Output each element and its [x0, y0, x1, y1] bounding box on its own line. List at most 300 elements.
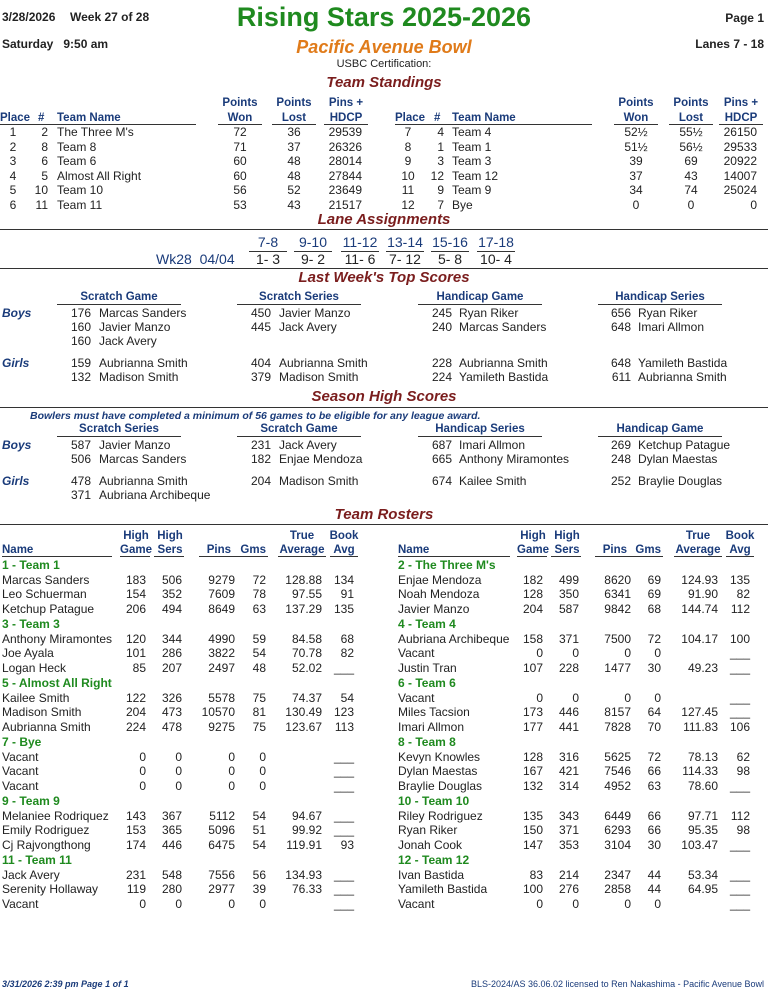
roster-high-series: 207: [161, 660, 182, 675]
roster-games: 54: [252, 837, 266, 852]
roster-high-game: 0: [536, 646, 543, 660]
header-underline: [595, 556, 663, 557]
roster-book-average: ___: [333, 823, 354, 837]
roster-high-game: 120: [125, 631, 146, 646]
standing-lost: 48: [287, 168, 301, 183]
roster-book-average: 123: [333, 705, 354, 719]
lane-pair: 9-10: [298, 234, 328, 250]
standing-lost: 0: [687, 197, 695, 212]
lane-matchup: 7- 12: [389, 251, 421, 267]
standing-number: 1: [437, 139, 444, 154]
standing-lost: 52: [287, 183, 301, 197]
standing-number: 10: [34, 183, 48, 197]
score-value: 245: [431, 306, 452, 320]
roster-pins: 5578: [208, 690, 235, 705]
roster-games: 48: [252, 660, 266, 675]
score-group-header: Handicap Game: [616, 423, 704, 435]
roster-book-average: ___: [333, 778, 354, 793]
divider: [0, 229, 768, 230]
roster-player-name: Kailee Smith: [2, 690, 70, 705]
roster-high-game: 167: [522, 764, 543, 778]
header-underline: [278, 556, 326, 557]
roster-book-average: 62: [736, 749, 750, 764]
standing-pins: 26326: [328, 139, 362, 154]
roster-true-average: 104.17: [681, 631, 718, 646]
standing-won: 0: [632, 197, 640, 212]
roster-pins: 7556: [208, 867, 235, 882]
col-high-series: Sers: [554, 544, 580, 556]
bowler-name: Aubrianna Smith: [99, 356, 188, 370]
lanes-label: Lanes 7 - 18: [695, 37, 764, 51]
roster-true-average: 130.49: [285, 705, 322, 719]
bowler-name: Aubrianna Smith: [99, 474, 188, 488]
roster-high-game: 224: [125, 719, 146, 734]
girls-label: Girls: [2, 474, 30, 488]
roster-games: 69: [647, 587, 661, 601]
roster-pins: 0: [624, 646, 631, 660]
standing-team: Team 9: [452, 183, 492, 197]
week-label: Week 27 of 28: [70, 10, 150, 24]
roster-pins: 5112: [209, 808, 235, 823]
bowler-name: Madison Smith: [279, 370, 359, 384]
roster-high-series: 314: [558, 778, 579, 793]
roster-pins: 7500: [604, 631, 631, 646]
standing-number: 6: [41, 154, 48, 168]
roster-book-average: ___: [729, 705, 750, 719]
roster-book-average: ___: [729, 778, 750, 793]
standing-place: 4: [9, 168, 17, 183]
roster-player-name: Braylie Douglas: [398, 778, 483, 793]
roster-games: 81: [252, 705, 266, 719]
roster-true-average: 78.60: [687, 778, 718, 793]
roster-high-series: 0: [175, 764, 182, 778]
col-high-game: Game: [120, 544, 152, 556]
standing-lost: 43: [684, 168, 698, 183]
group-underline: [598, 304, 722, 305]
roster-high-series: 371: [558, 631, 579, 646]
roster-games: 0: [259, 764, 266, 778]
bowler-name: Imari Allmon: [638, 320, 705, 334]
roster-games: 0: [654, 646, 661, 660]
standing-lost: 37: [287, 139, 301, 154]
roster-games: 39: [252, 882, 266, 896]
roster-pins: 6449: [604, 808, 631, 823]
roster-book-average: 93: [340, 837, 354, 852]
score-value: 160: [70, 320, 91, 334]
roster-high-series: 367: [161, 808, 182, 823]
roster-book-average: 100: [729, 631, 750, 646]
col-name: Name: [2, 544, 34, 556]
roster-player-name: Imari Allmon: [398, 719, 465, 734]
standing-lost: 55½: [679, 125, 703, 139]
bowler-name: Ketchup Patague: [638, 438, 731, 452]
roster-high-game: 107: [522, 660, 543, 675]
roster-player-name: Riley Rodriguez: [398, 808, 483, 823]
roster-pins: 2977: [208, 882, 235, 896]
divider: [0, 407, 768, 408]
header-underline: [120, 556, 150, 557]
standing-team: Team 1: [452, 139, 492, 154]
score-value: 204: [250, 474, 271, 488]
bowler-name: Javier Manzo: [99, 320, 171, 334]
score-value: 404: [250, 356, 271, 370]
roster-games: 63: [252, 601, 266, 616]
roster-high-series: 0: [175, 896, 182, 911]
lane-pair: 13-14: [387, 234, 423, 250]
col-points-won: Won: [623, 112, 649, 124]
col-points-lost: Lost: [678, 112, 704, 124]
roster-true-average: 49.23: [687, 660, 718, 675]
standing-team: Almost All Right: [57, 168, 142, 183]
header-underline: [551, 556, 581, 557]
standing-won: 60: [233, 154, 247, 168]
roster-book-average: 82: [340, 646, 354, 660]
header-underline: [517, 556, 547, 557]
score-value: 160: [70, 334, 91, 348]
roster-team-name: 2 - The Three M's: [398, 558, 496, 572]
roster-true-average: 97.71: [687, 808, 718, 823]
roster-player-name: Enjae Mendoza: [398, 572, 482, 587]
roster-pins: 7546: [604, 764, 631, 778]
col-number: #: [38, 112, 45, 124]
roster-high-series: 499: [558, 572, 579, 587]
roster-pins: 9279: [208, 572, 235, 587]
score-value: 269: [610, 438, 631, 452]
score-value: 248: [610, 452, 631, 466]
roster-high-game: 154: [125, 587, 146, 601]
roster-team-name: 1 - Team 1: [2, 558, 60, 572]
bowler-name: Enjae Mendoza: [279, 452, 363, 466]
bowler-name: Anthony Miramontes: [459, 452, 570, 466]
roster-true-average: 78.13: [687, 749, 718, 764]
footer-license: BLS-2024/AS 36.06.02 licensed to Ren Nakashima - Pacific Avenue Bowl: [470, 979, 764, 989]
roster-book-average: 98: [736, 764, 750, 778]
col-true-average: True: [289, 530, 315, 542]
group-underline: [418, 436, 542, 437]
roster-book-average: 113: [334, 719, 354, 734]
bowler-name: Kailee Smith: [459, 474, 527, 488]
roster-games: 0: [654, 896, 661, 911]
standing-pins: 29539: [328, 125, 362, 139]
roster-book-average: 135: [333, 601, 354, 616]
roster-true-average: 97.55: [291, 587, 322, 601]
roster-high-series: 0: [572, 646, 579, 660]
bowler-name: Aubrianna Smith: [279, 356, 368, 370]
roster-high-game: 206: [125, 601, 146, 616]
standing-number: 11: [35, 197, 48, 212]
roster-high-game: 128: [522, 749, 543, 764]
footer-printed: 3/31/2026 2:39 pm Page 1 of 1: [2, 979, 129, 989]
roster-pins: 8157: [604, 705, 631, 719]
roster-true-average: 127.45: [681, 705, 718, 719]
roster-player-name: Aubriana Archibeque: [398, 631, 510, 646]
roster-high-series: 441: [558, 719, 579, 734]
standing-pins: 0: [750, 197, 757, 212]
roster-player-name: Javier Manzo: [398, 601, 470, 616]
bowler-name: Imari Allmon: [459, 438, 526, 452]
standing-team: Team 8: [57, 139, 97, 154]
standing-lost: 36: [287, 125, 301, 139]
roster-high-series: 0: [572, 896, 579, 911]
standing-place: 10: [401, 168, 415, 183]
standing-won: 34: [629, 183, 643, 197]
score-value: 506: [70, 452, 91, 466]
standing-lost: 48: [287, 154, 301, 168]
roster-games: 56: [252, 867, 266, 882]
standing-lost: 74: [684, 183, 698, 197]
score-value: 478: [70, 474, 91, 488]
standing-place: 9: [404, 154, 412, 168]
col-true-average: Average: [675, 544, 721, 556]
roster-player-name: Vacant: [2, 778, 39, 793]
roster-games: 70: [647, 719, 661, 734]
roster-high-game: 128: [522, 587, 543, 601]
lane-pair: 15-16: [432, 234, 468, 250]
col-points-lost: Points: [276, 97, 312, 109]
roster-high-game: 204: [522, 601, 543, 616]
lane-matchup: 9- 2: [300, 251, 326, 267]
roster-team-name: 4 - Team 4: [398, 617, 456, 631]
col-place: Place: [0, 112, 31, 124]
roster-high-series: 548: [161, 867, 182, 882]
roster-high-game: 0: [139, 778, 146, 793]
bowler-name: Ryan Riker: [459, 306, 519, 320]
roster-games: 72: [252, 572, 266, 587]
roster-pins: 6293: [604, 823, 631, 837]
roster-games: 44: [647, 882, 661, 896]
roster-games: 30: [647, 837, 661, 852]
standing-pins: 27844: [328, 168, 362, 183]
bowling-center: Pacific Avenue Bowl: [296, 37, 472, 57]
group-underline: [418, 304, 542, 305]
roster-high-game: 147: [522, 837, 543, 852]
standing-team: Bye: [452, 197, 473, 212]
roster-book-average: ___: [333, 764, 354, 778]
roster-pins: 2347: [604, 867, 631, 882]
roster-high-game: 132: [522, 778, 543, 793]
bowler-name: Javier Manzo: [99, 438, 171, 452]
roster-high-series: 286: [161, 646, 182, 660]
roster-player-name: Vacant: [2, 764, 39, 778]
standing-number: 8: [41, 139, 48, 154]
standing-number: 7: [437, 197, 444, 212]
roster-book-average: ___: [729, 660, 750, 675]
bowler-name: Dylan Maestas: [638, 452, 718, 466]
roster-pins: 0: [228, 764, 235, 778]
standing-won: 37: [629, 168, 643, 183]
roster-player-name: Jonah Cook: [398, 837, 463, 852]
roster-games: 64: [647, 705, 661, 719]
roster-high-game: 182: [522, 572, 543, 587]
bowler-name: Marcas Sanders: [99, 452, 187, 466]
roster-high-game: 143: [125, 808, 146, 823]
divider: [0, 524, 768, 525]
roster-book-average: ___: [333, 808, 354, 823]
standing-place: 7: [404, 125, 412, 139]
roster-player-name: Vacant: [398, 646, 435, 660]
score-group-header: Handicap Game: [436, 291, 524, 303]
roster-book-average: 82: [736, 587, 750, 601]
standing-pins: 20922: [723, 154, 757, 168]
score-group-header: Scratch Game: [80, 291, 158, 303]
col-number: #: [434, 112, 441, 124]
header-underline: [726, 556, 754, 557]
score-value: 224: [431, 370, 452, 384]
roster-team-name: 6 - Team 6: [398, 676, 456, 690]
lane-matchup: 5- 8: [437, 251, 463, 267]
col-points-won: Points: [618, 97, 654, 109]
roster-book-average: ___: [333, 749, 354, 764]
roster-book-average: 112: [730, 808, 750, 823]
roster-high-game: 158: [522, 631, 543, 646]
standing-won: 72: [233, 125, 247, 139]
roster-pins: 4952: [604, 778, 631, 793]
lane-matchup: 11- 6: [344, 251, 376, 267]
roster-book-average: ___: [333, 882, 354, 896]
roster-high-game: 150: [522, 823, 543, 837]
roster-high-game: 0: [536, 896, 543, 911]
roster-high-game: 183: [125, 572, 146, 587]
score-group-header: Handicap Series: [435, 423, 525, 435]
bowler-name: Madison Smith: [279, 474, 359, 488]
standing-number: 4: [437, 125, 444, 139]
roster-book-average: 135: [729, 572, 750, 587]
col-book-average: Avg: [729, 544, 751, 556]
roster-high-series: 0: [175, 749, 182, 764]
roster-true-average: 124.93: [681, 572, 718, 587]
col-points-lost: Points: [673, 97, 709, 109]
standing-number: 5: [41, 168, 48, 183]
roster-games: 0: [259, 778, 266, 793]
col-points-won: Won: [227, 112, 253, 124]
roster-high-series: 276: [558, 882, 579, 896]
col-pins-hdcp: HDCP: [329, 112, 363, 124]
roster-games: 0: [259, 749, 266, 764]
roster-player-name: Vacant: [398, 690, 435, 705]
roster-pins: 8620: [604, 572, 631, 587]
roster-pins: 5625: [604, 749, 631, 764]
standing-place: 5: [9, 183, 17, 197]
standing-team: Team 6: [57, 154, 97, 168]
score-value: 450: [250, 306, 271, 320]
roster-book-average: 68: [340, 631, 354, 646]
standing-place: 11: [401, 183, 415, 197]
roster-pins: 9275: [208, 719, 235, 734]
roster-book-average: 91: [340, 587, 354, 601]
roster-player-name: Yamileth Bastida: [398, 882, 488, 896]
standing-team: Team 11: [57, 197, 103, 212]
roster-high-series: 365: [161, 823, 182, 837]
roster-pins: 2497: [208, 660, 235, 675]
bowler-name: Madison Smith: [99, 370, 179, 384]
roster-high-game: 122: [125, 690, 146, 705]
roster-true-average: 99.92: [291, 823, 322, 837]
header-underline: [674, 556, 722, 557]
standing-place: 8: [404, 139, 412, 154]
header-underline: [398, 556, 510, 557]
standing-place: 12: [401, 197, 415, 212]
roster-team-name: 10 - Team 10: [398, 794, 470, 808]
score-value: 674: [431, 474, 452, 488]
roster-player-name: Ivan Bastida: [398, 867, 465, 882]
bowler-name: Yamileth Bastida: [638, 356, 728, 370]
score-group-header: Scratch Series: [259, 291, 339, 303]
roster-high-series: 326: [161, 690, 182, 705]
roster-player-name: Emily Rodriguez: [2, 823, 90, 837]
roster-true-average: 74.37: [291, 690, 322, 705]
roster-book-average: ___: [333, 660, 354, 675]
standing-number: 9: [437, 183, 444, 197]
roster-true-average: 134.93: [285, 867, 322, 882]
standing-number: 3: [437, 154, 444, 168]
score-value: 240: [431, 320, 452, 334]
roster-book-average: ___: [333, 896, 354, 911]
roster-games: 44: [647, 867, 661, 882]
roster-true-average: 52.02: [291, 660, 322, 675]
roster-true-average: 84.58: [291, 631, 322, 646]
roster-high-game: 135: [522, 808, 543, 823]
col-true-average: Average: [279, 544, 325, 556]
header-underline: [2, 556, 112, 557]
roster-high-series: 280: [161, 882, 182, 896]
roster-team-name: 3 - Team 3: [2, 617, 60, 631]
standings-title: Team Standings: [326, 74, 442, 91]
bowler-name: Marcas Sanders: [99, 306, 187, 320]
certification: USBC Certification:: [336, 58, 432, 70]
rosters-title: Team Rosters: [334, 506, 434, 523]
roster-player-name: Vacant: [398, 896, 435, 911]
roster-high-series: 316: [558, 749, 579, 764]
roster-high-series: 343: [558, 808, 579, 823]
roster-high-series: 587: [558, 601, 579, 616]
roster-high-game: 100: [522, 882, 543, 896]
score-value: 231: [250, 438, 271, 452]
col-pins: Pins: [206, 544, 231, 556]
col-high-series: High: [157, 530, 183, 542]
col-book-average: Avg: [333, 544, 355, 556]
roster-high-series: 446: [558, 705, 579, 719]
standing-lost: 56½: [679, 139, 703, 154]
header-underline: [330, 556, 358, 557]
roster-pins: 10570: [201, 705, 235, 719]
roster-team-name: 8 - Team 8: [398, 735, 456, 749]
roster-book-average: ___: [729, 837, 750, 852]
standing-pins: 25024: [723, 183, 757, 197]
boys-label: Boys: [2, 438, 32, 452]
roster-true-average: 123.67: [285, 719, 322, 734]
roster-true-average: 70.78: [291, 646, 322, 660]
roster-pins: 7828: [604, 719, 631, 734]
roster-pins: 0: [228, 778, 235, 793]
roster-book-average: ___: [729, 896, 750, 911]
lane-matchup: 10- 4: [480, 251, 512, 267]
roster-book-average: ___: [729, 867, 750, 882]
roster-high-game: 231: [125, 867, 146, 882]
roster-player-name: Aubrianna Smith: [2, 719, 91, 734]
col-team-name: Team Name: [57, 112, 121, 124]
roster-high-game: 0: [139, 749, 146, 764]
roster-true-average: 76.33: [291, 882, 322, 896]
standing-won: 52½: [624, 125, 648, 139]
standing-team: Team 4: [452, 125, 492, 139]
standing-team: Team 12: [452, 168, 499, 183]
lane-matchup: 1- 3: [255, 251, 281, 267]
roster-true-average: 111.83: [683, 719, 718, 734]
eligibility-note: Bowlers must have completed a minimum of 56 games to be eligible for any league award.: [30, 410, 481, 422]
roster-player-name: Ketchup Patague: [2, 601, 95, 616]
roster-player-name: Leo Schuerman: [2, 587, 87, 601]
score-value: 611: [611, 370, 631, 384]
